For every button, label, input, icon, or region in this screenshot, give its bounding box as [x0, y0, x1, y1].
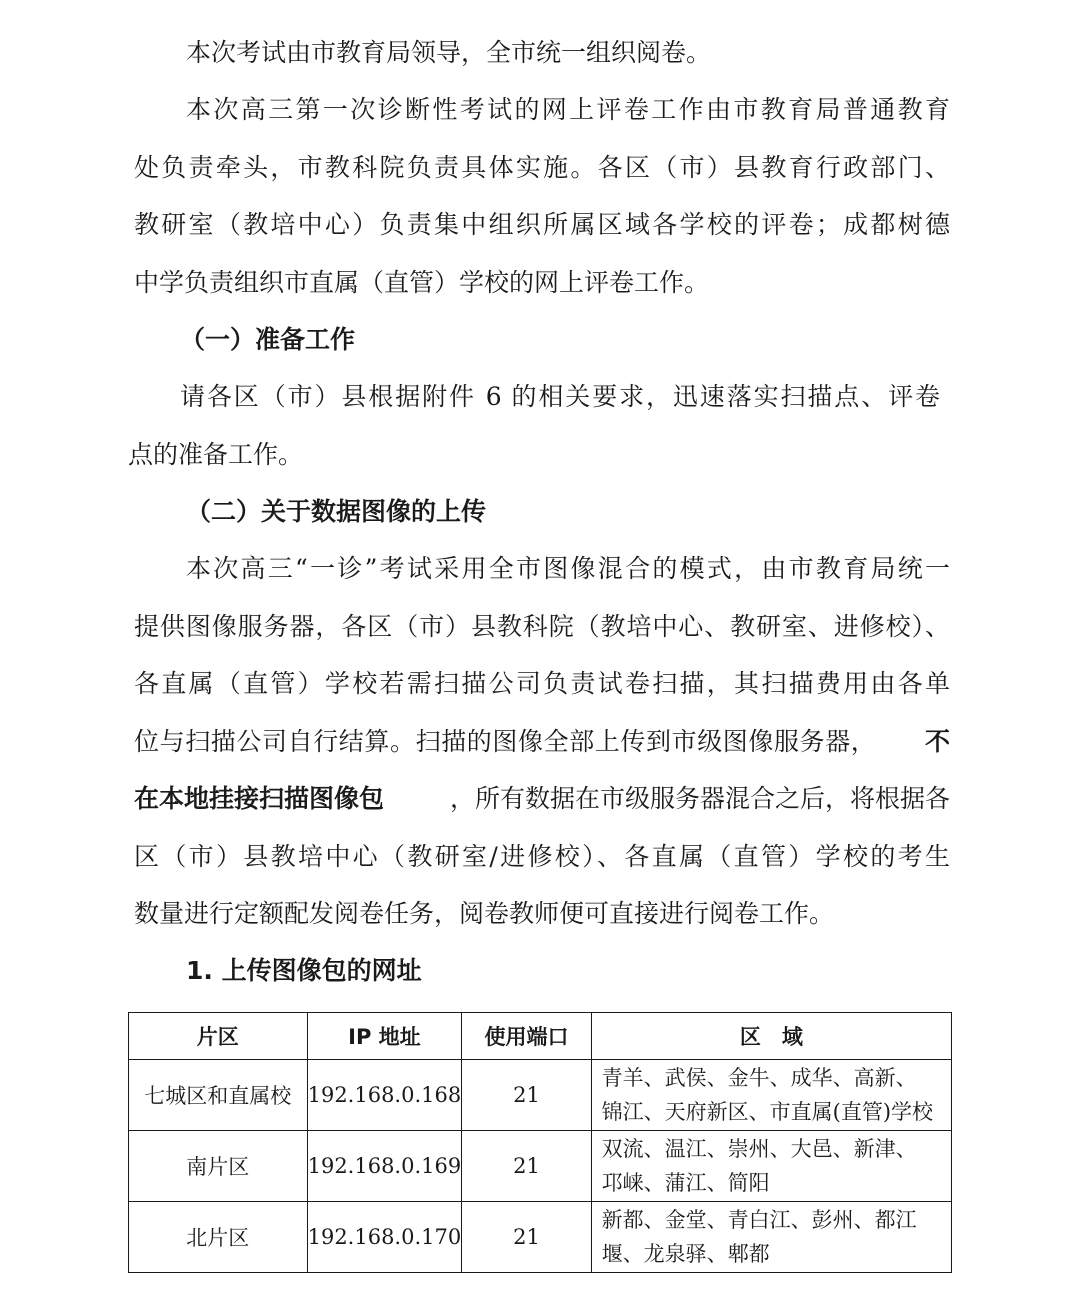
region-cell — [591, 1131, 951, 1202]
section-heading: 1. 上传图像包的网址 — [186, 956, 422, 985]
column-header-region: 区 域 — [591, 1013, 951, 1060]
table-header-row — [129, 1013, 952, 1060]
paragraph-text: ，所有数据在市级服务器混合之后，将根据各 — [449, 784, 950, 813]
region-line: 堰、龙泉驿、郫都 — [601, 1242, 770, 1266]
paragraph-line: 教研室（教培中心）负责集中组织所属区域各学校的评卷；成都树德 — [134, 210, 950, 239]
paragraph-line: 数量进行定额配发阅卷任务，阅卷教师便可直接进行阅卷工作。 — [134, 899, 835, 928]
region-line: 新都、金堂、青白江、彭州、都江 — [601, 1208, 917, 1232]
region-line: 邛崃、蒲江、简阳 — [601, 1171, 770, 1195]
paragraph-line: 本次考试由市教育局领导，全市统一组织阅卷。 — [186, 38, 712, 67]
region-cell — [591, 1202, 951, 1273]
ip-cell: 192.168.0.169 — [307, 1131, 462, 1202]
region-line: 青羊、武侯、金牛、成华、高新、 — [601, 1066, 917, 1090]
section-heading: （二）关于数据图像的上传 — [186, 497, 487, 526]
port-cell: 21 — [462, 1060, 591, 1131]
paragraph-line: 处负责牵头，市教科院负责具体实施。各区（市）县教育行政部门、 — [134, 153, 950, 182]
paragraph-line: 请各区（市）县根据附件 6 的相关要求，迅速落实扫描点、评卷 — [180, 382, 940, 411]
upload-address-table — [128, 1012, 952, 1273]
paragraph-text: 位与扫描公司自行结算。扫描的图像全部上传到市级图像服务器， — [134, 727, 877, 756]
column-header-ip: IP 地址 — [307, 1013, 462, 1060]
port-cell: 21 — [462, 1131, 591, 1202]
region-line: 锦江、天府新区、市直属(直管)学校 — [601, 1100, 934, 1124]
bold-text: 在本地挂接扫描图像包 — [134, 784, 385, 813]
paragraph-line: 点的准备工作。 — [128, 440, 304, 469]
column-header-port: 使用端口 — [462, 1013, 591, 1060]
section-heading: （一）准备工作 — [180, 325, 356, 354]
table-row — [129, 1060, 952, 1131]
paragraph-line — [134, 725, 950, 759]
paragraph-line: 各直属（直管）学校若需扫描公司负责试卷扫描，其扫描费用由各单 — [134, 669, 950, 698]
paragraph-line: 本次高三第一次诊断性考试的网上评卷工作由市教育局普通教育 — [186, 95, 950, 124]
port-cell: 21 — [462, 1202, 591, 1273]
bold-text: 不 — [924, 727, 950, 756]
table-row — [129, 1202, 952, 1273]
region-line: 双流、温江、崇州、大邑、新津、 — [601, 1137, 917, 1161]
paragraph-line: 区（市）县教培中心（教研室/进修校）、各直属（直管）学校的考生 — [134, 842, 950, 871]
column-header-zone: 片区 — [129, 1013, 308, 1060]
paragraph-line — [134, 782, 950, 816]
zone-cell: 南片区 — [129, 1131, 308, 1202]
region-cell — [591, 1060, 951, 1131]
table-row — [129, 1131, 952, 1202]
zone-cell: 北片区 — [129, 1202, 308, 1273]
paragraph-line: 中学负责组织市直属（直管）学校的网上评卷工作。 — [134, 268, 710, 297]
zone-cell: 七城区和直属校 — [129, 1060, 308, 1131]
ip-cell: 192.168.0.168 — [307, 1060, 462, 1131]
ip-cell: 192.168.0.170 — [307, 1202, 462, 1273]
paragraph-line: 本次高三“一诊”考试采用全市图像混合的模式，由市教育局统一 — [186, 554, 950, 583]
paragraph-line: 提供图像服务器，各区（市）县教科院（教培中心、教研室、进修校）、 — [134, 612, 950, 641]
